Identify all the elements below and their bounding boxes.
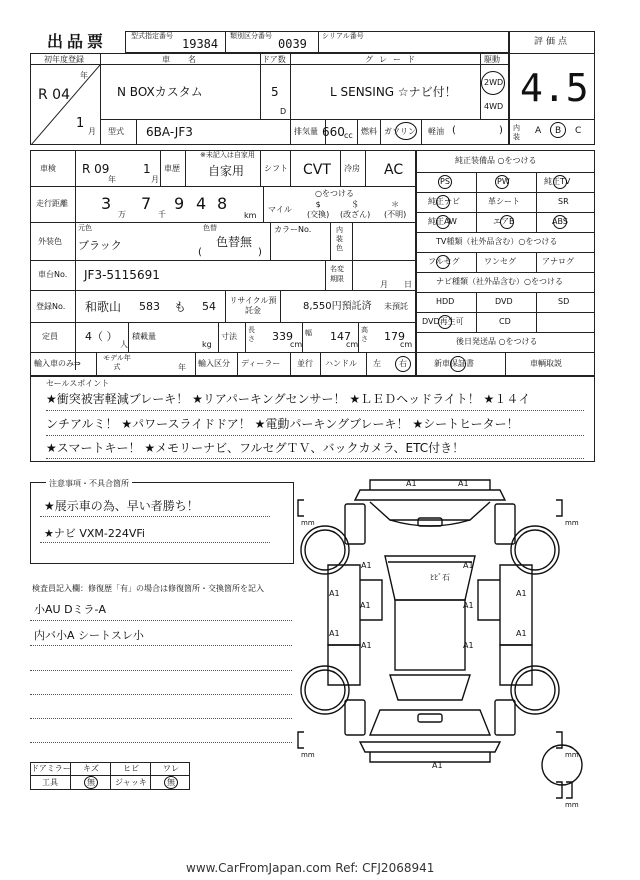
equip-tv-circle-icon <box>553 175 567 189</box>
stone-chip-mark: ﾋﾋﾞ石 <box>430 573 450 582</box>
damage-mark-8: A1 <box>516 589 527 598</box>
notes-line-1: ★展示車の為、早い者勝ち！ <box>44 499 199 513</box>
later-manual: 車輌取説 <box>530 359 562 368</box>
equip-tv: 純正TV <box>544 177 571 186</box>
mile-circle-note: ○をつける <box>315 189 354 198</box>
interior-label: 内装 <box>513 124 520 141</box>
grade: L SENSING ☆ナビ付！ <box>330 85 457 99</box>
drive-4wd: 4WD <box>484 102 504 111</box>
doors-suffix: D <box>280 107 287 116</box>
inspection-month-unit: 月 <box>151 175 159 184</box>
paint: 色替無 <box>216 235 253 249</box>
model-year-label: モデル年式 <box>103 354 131 371</box>
later-warranty-circle-icon <box>450 356 466 372</box>
width-label: 幅 <box>305 329 312 337</box>
kg-unit: kg <box>202 340 212 349</box>
model-code-label: 型式指定番号 <box>131 32 173 40</box>
model-code: 19384 <box>182 37 219 51</box>
name-label: 車名 <box>162 55 214 64</box>
dealer-opt: ディーラー <box>241 359 281 368</box>
equip-navi: 純正ナビ <box>428 197 460 206</box>
mileage-digit-4: 4 <box>196 194 207 213</box>
name-change-label: 名変期限 <box>330 265 344 283</box>
equip-navi-circle-icon <box>436 195 450 209</box>
car-damage-diagram <box>290 470 600 815</box>
shift: CVT <box>303 162 331 178</box>
length-unit: cm <box>290 340 303 349</box>
orig-color-label: 元色 <box>78 224 92 232</box>
tv-fullseg: フルセグ <box>428 257 460 266</box>
reg-area: 和歌山 <box>85 300 122 314</box>
footer-watermark: www.CarFromJapan.com Ref: CFJ2068941 <box>186 861 435 875</box>
displacement-label: 排気量 <box>294 127 318 136</box>
later-warranty: 新車保証書 <box>434 359 474 368</box>
interior-opt-b: B <box>555 126 562 136</box>
legend-scratch: キズ <box>83 764 99 773</box>
damage-mark-6: A1 <box>463 601 474 610</box>
nav-sd: SD <box>558 297 570 306</box>
km-unit: km <box>244 211 257 220</box>
notes-box <box>30 482 294 564</box>
recycle-none: 未預託 <box>384 302 408 311</box>
doors: 5 <box>271 85 279 99</box>
legend-mirror: ドアミラー <box>31 764 71 773</box>
class-code: 0039 <box>278 37 307 51</box>
interior-color-label: 内装色 <box>336 226 343 252</box>
sales-line-3: ★スマートキー！ ★メモリーナビ、フルセグＴＶ、バックカメラ、ETC付き！ <box>46 441 465 455</box>
parallel-opt: 並行 <box>297 359 313 368</box>
inspector-label: 検査員記入欄：修復歴「有」の場合は修復箇所・交換箇所を記入 <box>32 584 264 593</box>
damage-mark-9: A1 <box>329 629 340 638</box>
damage-mark-11: A1 <box>361 641 372 650</box>
mm-rl: mm <box>301 751 315 759</box>
equip-abs-circle-icon <box>553 215 567 229</box>
sales-line-1: ★衝突被害軽減ブレーキ！ ★リアパーキングセンサー！ ★ＬＥＤヘッドライト！ ★１４イ <box>46 392 531 406</box>
equip-leather: 革シート <box>488 197 520 206</box>
month-unit: 月 <box>88 127 96 136</box>
type-label: 型式 <box>108 127 124 136</box>
notes-line-2: ★ナビ VXM-224VFi <box>44 527 145 540</box>
use: 自家用 <box>208 164 245 178</box>
use-label: 車歴 <box>164 164 180 173</box>
use-note: ※未記入は自家用 <box>200 151 255 159</box>
legend-crack: ヒビ <box>123 764 139 773</box>
color-no-label: カラーNo. <box>274 225 312 234</box>
height: 179 <box>384 330 405 343</box>
displacement: 660 <box>322 125 345 139</box>
handle-circle-icon <box>395 356 411 372</box>
equip-aw-circle-icon <box>436 215 450 229</box>
capacity: 4（ ） <box>85 330 118 343</box>
width-unit: cm <box>346 340 359 349</box>
damage-mark-5: A1 <box>360 601 371 610</box>
equip-airbag-circle-icon <box>500 215 514 229</box>
type: 6BA-JF3 <box>146 125 193 139</box>
damage-mark-13: A1 <box>432 761 443 770</box>
doors-label: ドア数 <box>262 55 286 64</box>
interior-opt-c: C <box>575 126 582 136</box>
paint-label: 色替 <box>203 224 217 232</box>
sales-line-2: ンチアルミ！ ★パワースライドドア！ ★電動パーキングブレーキ！ ★シートヒーター！ <box>46 417 519 431</box>
import-label: 輸入車のみ⇒ <box>34 359 81 368</box>
serial-label: シリアル番号 <box>322 32 364 40</box>
legend-jack: ジャッキ <box>115 778 147 787</box>
tv-header: TV種類（社外品含む）○をつける <box>436 237 558 246</box>
damage-mark-2: A1 <box>458 479 469 488</box>
length-label: 長さ <box>248 326 255 343</box>
damage-mark-7: A1 <box>329 589 340 598</box>
reg-no: 54 <box>202 300 216 313</box>
first-reg-label: 初年度登録 <box>44 55 84 64</box>
interior-circle-icon <box>550 122 566 138</box>
damage-mark-3: A1 <box>361 561 372 570</box>
notes-label: 注意事項・不具合箇所 <box>46 480 132 488</box>
nav-hdd: HDD <box>436 297 455 306</box>
handle-right: 右 <box>399 359 407 368</box>
damage-mark-1: A1 <box>406 479 417 488</box>
shift-label: シフト <box>264 164 288 173</box>
first-reg-month: 1 <box>76 116 85 131</box>
inspection-era: R 09 <box>82 162 110 176</box>
chassis-no: JF3-5115691 <box>84 268 160 282</box>
ac: AC <box>384 162 404 178</box>
interior-opt-a: A <box>535 126 542 136</box>
mileage-label: 走行距離 <box>36 199 68 208</box>
reg-class: 583 <box>139 300 160 313</box>
load-label: 積載量 <box>132 332 156 341</box>
mile-opt-unknown: ＊ (不明) <box>384 200 407 219</box>
mile-opt-mile: マイル <box>268 205 292 214</box>
reg-label: 登録No. <box>36 302 66 311</box>
equip-aw: 純正AW <box>428 217 457 226</box>
doc-title: 出品票 <box>47 32 108 51</box>
equip-ps: PS <box>440 177 450 186</box>
drive-label: 駆動 <box>484 55 500 64</box>
legend-tool-none: 無 <box>87 778 95 787</box>
car-name: N BOXカスタム <box>117 85 203 99</box>
fuel-circle-icon <box>395 122 417 140</box>
damage-mark-4: A1 <box>463 561 474 570</box>
grade-label: グレード <box>365 55 421 64</box>
mm-rr: mm <box>565 751 579 759</box>
fuel-label: 燃料 <box>361 127 377 136</box>
fuel-gas: ガソリン <box>384 127 416 136</box>
legend-tool-circle-icon <box>84 776 98 789</box>
legend-jack-circle-icon <box>164 776 178 789</box>
year-unit: 年 <box>80 71 88 80</box>
mileage-digit-3: 9 <box>174 194 185 213</box>
width: 147 <box>330 330 351 343</box>
inspection-label: 車検 <box>40 164 56 173</box>
dim-label: 寸法 <box>221 332 237 341</box>
reg-kana: も <box>174 300 187 314</box>
nav-dvd: DVD <box>495 297 513 306</box>
sales-label: セールスポイント <box>46 379 110 388</box>
nav-dvd-play: DVD再生可 <box>422 317 464 326</box>
equip-sr: SR <box>558 197 569 206</box>
nav-header: ナビ種類（社外品含む）○をつける <box>436 277 563 286</box>
mm-fr: mm <box>565 519 579 527</box>
equip-ps-circle-icon <box>438 175 452 189</box>
mile-opt-tampered: ＄ (改ざん) <box>340 200 371 219</box>
mileage-digit-5: 8 <box>217 194 228 213</box>
inspector-line-1: 小AU Dミラ-A <box>34 603 107 616</box>
handle-label: ハンドル <box>325 359 357 368</box>
orig-color: ブラック <box>78 239 122 252</box>
color-label: 外装色 <box>38 237 62 246</box>
model-year-unit: 年 <box>178 363 186 372</box>
recycle-label: リサイクル預託金 <box>229 296 277 315</box>
mm-fl: mm <box>301 519 315 527</box>
legend-jack-none: 無 <box>167 778 175 787</box>
damage-mark-12: A1 <box>463 641 474 650</box>
height-label: 高さ <box>361 326 368 343</box>
equip-pw-circle-icon <box>495 175 509 189</box>
fuel-diesel: 軽油 <box>428 127 444 136</box>
mile-opt-exchange: $ (交換) <box>307 200 330 219</box>
mileage-digit-2: 7 <box>141 194 152 213</box>
tv-analog: アナログ <box>542 257 574 266</box>
mileage-digit-1: 3 <box>101 194 112 213</box>
legend-break: ワレ <box>163 764 179 773</box>
height-unit: cm <box>400 340 413 349</box>
drive-2wd: 2WD <box>484 78 504 87</box>
mm-spare: mm <box>565 801 579 809</box>
equip-abs: ABS <box>552 217 568 226</box>
tv-fullseg-circle-icon <box>436 255 450 269</box>
rating-score: 4.5 <box>520 66 589 110</box>
tv-oneseg: ワンセグ <box>484 257 516 266</box>
inspection-year-unit: 年 <box>108 175 116 184</box>
nav-dvd-play-circle-icon <box>438 315 452 329</box>
class-label: 類別区分番号 <box>230 32 272 40</box>
genuine-header: 純正装備品 ○をつける <box>455 156 537 165</box>
inspection-month: 1 <box>143 162 151 176</box>
capacity-unit: 人 <box>120 340 128 349</box>
equip-pw: PW <box>497 177 510 186</box>
cc-unit: cc <box>344 131 353 140</box>
rating-label: 評価点 <box>534 37 571 47</box>
damage-mark-10: A1 <box>516 629 527 638</box>
mileage-sen: 千 <box>158 210 166 219</box>
later-header: 後日発送品 ○をつける <box>456 337 538 346</box>
legend-tool: 工具 <box>42 778 58 787</box>
nav-cd: CD <box>499 317 511 326</box>
capacity-label: 定員 <box>42 332 58 341</box>
recycle-amount: 8,550円預託済 <box>303 301 372 312</box>
length: 339 <box>272 330 293 343</box>
ac-label: 冷房 <box>344 164 360 173</box>
chassis-label: 車台No. <box>38 270 68 279</box>
inspector-line-2: 内バ小A シートスレ小 <box>34 629 144 642</box>
handle-left: 左 <box>373 359 381 368</box>
mileage-man: 万 <box>118 210 126 219</box>
first-reg-era: R 04 <box>38 87 70 103</box>
equip-airbag: エアB <box>493 217 515 226</box>
name-change-month: 月 <box>380 280 388 289</box>
import-type-label: 輸入区分 <box>198 359 230 368</box>
